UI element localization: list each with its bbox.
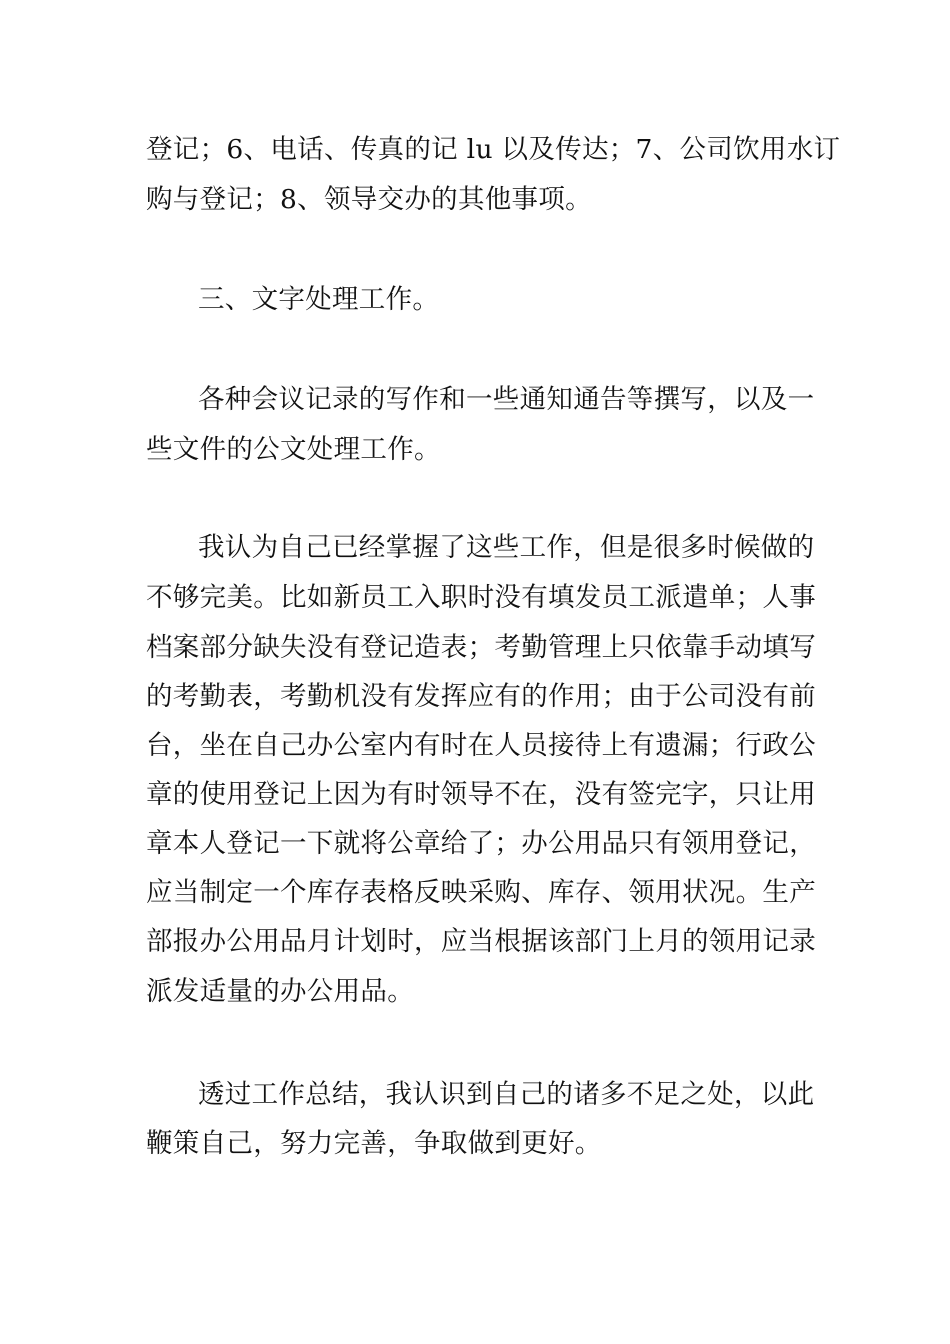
text-line: 登记；6、电话、传真的记 lu 以及传达；7、公司饮用水订 bbox=[146, 134, 841, 165]
text-line: 些文件的公文处理工作。 bbox=[146, 434, 441, 465]
text-line: 应当制定一个库存表格反映采购、库存、领用状况。生产 bbox=[146, 877, 816, 908]
text-line: 我认为自己已经掌握了这些工作，但是很多时候做的 bbox=[198, 532, 815, 563]
text-line: 章的使用登记上因为有时领导不在，没有签完字，只让用 bbox=[146, 779, 816, 810]
text-line: 章本人登记一下就将公章给了；办公用品只有领用登记， bbox=[146, 828, 816, 859]
text-line: 部报办公用品月计划时，应当根据该部门上月的领用记录 bbox=[146, 926, 816, 957]
text-line: 档案部分缺失没有登记造表；考勤管理上只依靠手动填写 bbox=[146, 632, 816, 663]
text-line: 鞭策自己，努力完善，争取做到更好。 bbox=[146, 1128, 602, 1159]
text-line: 的考勤表，考勤机没有发挥应有的作用；由于公司没有前 bbox=[146, 681, 816, 712]
text-line: 不够完美。比如新员工入职时没有填发员工派遣单；人事 bbox=[146, 582, 816, 613]
text-line: 台，坐在自己办公室内有时在人员接待上有遗漏；行政公 bbox=[146, 730, 816, 761]
text-line: 购与登记；8、领导交办的其他事项。 bbox=[146, 184, 592, 215]
text-line: 透过工作总结，我认识到自己的诸多不足之处，以此 bbox=[198, 1079, 815, 1110]
text-line: 各种会议记录的写作和一些通知通告等撰写，以及一 bbox=[198, 384, 815, 415]
text-line: 派发适量的办公用品。 bbox=[146, 976, 414, 1007]
section-heading: 三、文字处理工作。 bbox=[198, 284, 440, 315]
